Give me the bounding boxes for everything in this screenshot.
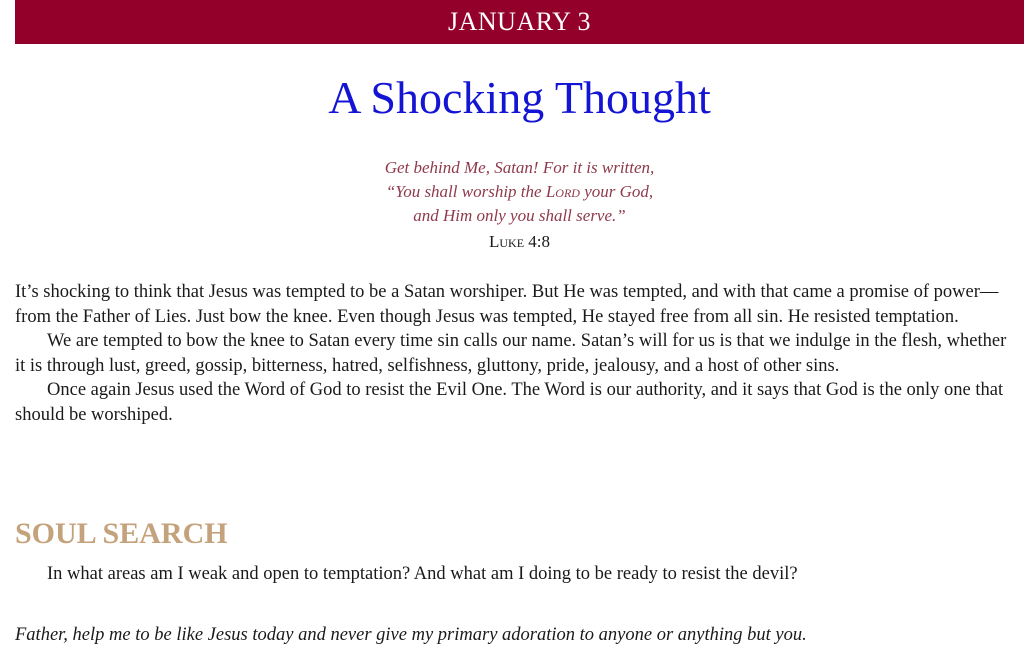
verse-line-2-start: “You shall worship the	[385, 182, 546, 201]
closing-prayer: Father, help me to be like Jesus today and never give my primary adoration to anyone or anything but you.	[15, 625, 807, 645]
body-paragraph-1: It’s shocking to think that Jesus was tempted to be a Satan worshiper. But He was tempted, and with that came a promise of power—from the Father of Lies. Just bow the knee. Even though Jesus was tempted, He stayed free from all sin. He resisted temptation.	[15, 282, 999, 327]
verse-reference: Luke 4:8	[488, 232, 551, 251]
verse-line-3: and Him only you shall serve.”	[413, 206, 626, 225]
body-paragraph-2: We are tempted to bow the knee to Satan every time sin calls our name. Satan’s will for us is that we indulge in the flesh, whether it is through lust, greed, gossip, bitterness, hatred, selfishness, gluttony, pride, jealousy, and a host of other sins.	[15, 331, 1007, 376]
verse-line-2	[15, 180, 1024, 204]
verse-line-2-end: your God,	[579, 182, 654, 201]
verse-line-1: Get behind Me, Satan! For it is written,	[384, 158, 655, 177]
body-paragraph-3: Once again Jesus used the Word of God to resist the Evil One. The Word is our authority, and it says that God is the only one that should be worshiped.	[15, 380, 1004, 425]
devotional-body	[15, 280, 1015, 427]
page-title: A Shocking Thought	[328, 72, 711, 123]
verse-lord-word: Lord	[545, 182, 580, 201]
date-label: JANUARY 3	[448, 7, 591, 36]
soul-search-text: In what areas am I weak and open to temptation? And what am I doing to be ready to resist the devil?	[47, 564, 798, 584]
scripture-verse	[15, 156, 1024, 228]
date-banner	[15, 0, 1024, 44]
soul-search-heading: SOUL SEARCH	[15, 517, 228, 550]
